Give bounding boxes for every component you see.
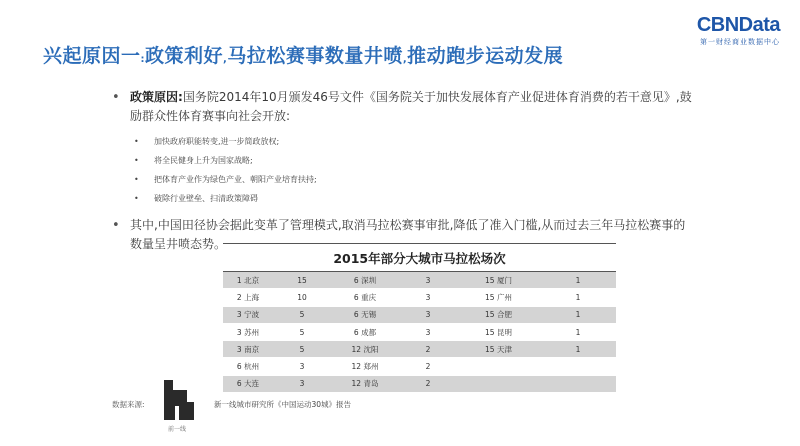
table-cell: 2: [399, 375, 457, 392]
table-cell: 15 昆明: [457, 323, 540, 340]
table-cell: 3: [399, 272, 457, 289]
table-cell: 15: [273, 272, 331, 289]
title-part-2: 政策利好: [145, 45, 224, 67]
sub-item: [134, 132, 692, 151]
table-row: [223, 358, 616, 375]
table-row: [223, 306, 616, 323]
table-cell: 3: [399, 323, 457, 340]
source-label: 数据来源:: [112, 400, 145, 409]
bullet-policy: [112, 88, 692, 126]
table-row: [223, 341, 616, 358]
table-cell: 1 北京: [223, 272, 273, 289]
table-cell: 2: [399, 341, 457, 358]
cbndata-logo: [697, 14, 780, 47]
table-cell: 3: [399, 306, 457, 323]
bullet-dot-icon: •: [112, 218, 120, 233]
sub-item-text: 把体育产业作为绿色产业、朝阳产业培育扶持;: [154, 175, 317, 184]
table-cell: 15 广州: [457, 289, 540, 306]
table-cell: 15 天津: [457, 341, 540, 358]
table-cell: [540, 358, 616, 375]
bullet-impact-text: 其中,中国田径协会据此变革了管理模式,取消马拉松赛事审批,降低了准入门槛,从而过去三年马拉松赛事的数量呈井喷态势。: [130, 218, 686, 251]
sub-item: [134, 170, 692, 189]
sub-item: [134, 151, 692, 170]
marathon-table: [223, 243, 616, 393]
table-cell: 2 上海: [223, 289, 273, 306]
table-cell: 1: [540, 306, 616, 323]
title-part-1: 兴起原因一: [43, 45, 141, 67]
table-row: [223, 289, 616, 306]
table-cell: 1: [540, 341, 616, 358]
bullet-policy-label: 政策原因: [130, 90, 179, 104]
table-cell: 6 杭州: [223, 358, 273, 375]
sub-bullet-dot-icon: •: [134, 194, 139, 203]
table-cell: 1: [540, 323, 616, 340]
table-cell: 5: [273, 341, 331, 358]
sub-item: [134, 189, 692, 208]
source-text: 新一线城市研究所《中国运动30城》报告: [214, 400, 352, 409]
table-row: [223, 375, 616, 392]
table-cell: 2: [399, 358, 457, 375]
policy-sub-list: [134, 132, 692, 208]
sub-item-text: 加快政府职能转变,进一步简政放权;: [154, 137, 280, 146]
table-cell: 3 苏州: [223, 323, 273, 340]
title-part-3: 马拉松赛事数量井喷: [227, 45, 403, 67]
table-cell: 3: [399, 289, 457, 306]
slide-title: [43, 41, 563, 68]
table-cell: 1: [540, 272, 616, 289]
table-cell: 6 大连: [223, 375, 273, 392]
sub-bullet-dot-icon: •: [134, 156, 139, 165]
title-separator-2: ,: [223, 54, 228, 65]
table-cell: 6 成都: [331, 323, 399, 340]
table-cell: [540, 375, 616, 392]
sub-bullet-dot-icon: •: [134, 137, 139, 146]
logo-subtitle: 第一财经商业数据中心: [700, 38, 780, 46]
table-row: [223, 272, 616, 289]
table-cell: 6 重庆: [331, 289, 399, 306]
table-cell: 1: [540, 289, 616, 306]
table-cell: 12 郑州: [331, 358, 399, 375]
table-cell: 6 深圳: [331, 272, 399, 289]
table-row: [223, 323, 616, 340]
table-cell: 15 合肥: [457, 306, 540, 323]
table-cell: 3 宁波: [223, 306, 273, 323]
table-cell: 5: [273, 306, 331, 323]
bullet-policy-text: 国务院2014年10月颁发46号文件《国务院关于加快发展体育产业促进体育消费的若干意见》,鼓励群众性体育赛事向社会开放:: [130, 90, 692, 123]
table-cell: 15 厦门: [457, 272, 540, 289]
table-body: [223, 272, 616, 393]
sub-item-text: 破除行业壁垒、扫清政策障碍: [154, 194, 258, 203]
partner-logo-icon: [162, 380, 196, 424]
bullet-policy-colon: :: [178, 90, 183, 104]
table-cell: [457, 358, 540, 375]
table-cell: 3: [273, 375, 331, 392]
logo-wordmark: CBNData: [696, 14, 780, 36]
bullet-list: [112, 88, 692, 254]
table-cell: 10: [273, 289, 331, 306]
table-cell: 3: [273, 358, 331, 375]
bullet-dot-icon: •: [112, 90, 120, 105]
table-cell: 5: [273, 323, 331, 340]
table-cell: 12 沈阳: [331, 341, 399, 358]
title-part-4: 推动跑步运动发展: [407, 45, 564, 67]
sub-bullet-dot-icon: •: [134, 175, 139, 184]
table-title: 2015年部分大城市马拉松场次: [223, 243, 616, 272]
partner-name: 前一线: [168, 426, 187, 433]
title-separator-1: :: [140, 54, 146, 65]
table-cell: 3 南京: [223, 341, 273, 358]
table-cell: 12 青岛: [331, 375, 399, 392]
title-separator-3: ,: [402, 54, 408, 65]
table-cell: 6 无锡: [331, 306, 399, 323]
table-cell: [457, 375, 540, 392]
sub-item-text: 将全民健身上升为国家战略;: [154, 156, 253, 165]
